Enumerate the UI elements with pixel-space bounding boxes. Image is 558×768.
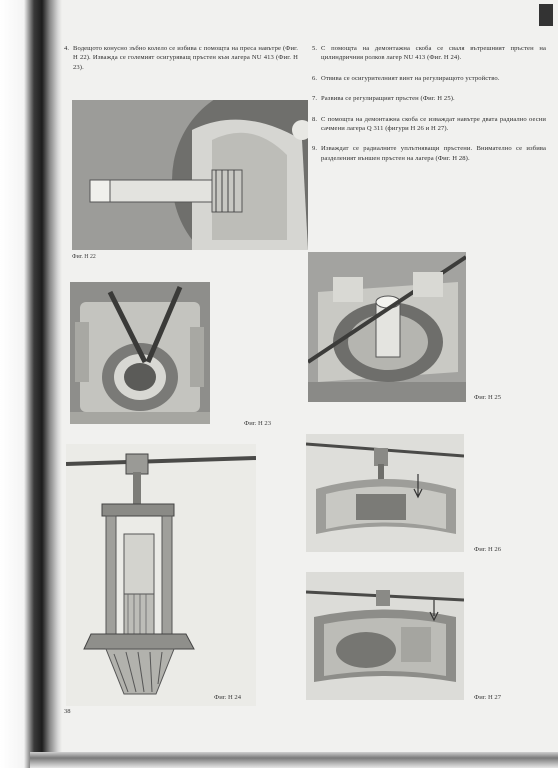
intro-text: Водещото конусно зъбно колело се избива с помощта на преса навътре (Фиг. H 22). Изважда се големият осигуряващ пръстен към лагера NU 413 (Фиг. H 23). (73, 45, 298, 71)
step-item (312, 144, 546, 163)
figure-h26-photo (306, 434, 464, 552)
step-text: С помощта на демонтажна скоба се изваждат навътре двата радиално оесни сачмени лагера Q 311 (фигури H 26 и H 27). (321, 115, 546, 133)
step-number: 6. (312, 74, 318, 82)
caption-h25: Фиг. H 25 (474, 394, 501, 401)
caption-h22: Фиг. H 22 (72, 254, 96, 260)
figure-h22-photo (72, 100, 308, 250)
step-text: С помощта на демонтажна скоба се сваля вътрешният пръстен на цилиндричния ролков лагер NU 413 (Фиг. H 24). (321, 45, 546, 62)
figure-h27-photo (306, 572, 464, 700)
intro-number: 4. (64, 45, 70, 52)
step-item (312, 115, 546, 134)
figure-h23-photo (70, 282, 210, 424)
page-number: 38 (64, 708, 71, 715)
caption-h24: Фиг. H 24 (214, 694, 241, 701)
caption-h26: Фиг. H 26 (474, 546, 501, 553)
step-number: 8. (312, 115, 318, 123)
step-text: Изваждат се радиалните уплътняващи пръстени. Внимателно се избива разделеният външен пръстен на лагера (Фиг. H 28). (321, 145, 546, 162)
step-item (312, 44, 546, 63)
step-text: Отвива се осигурителният винт на регулиращото устройство. (321, 74, 500, 82)
scan-corner-mark (539, 4, 553, 26)
step-number: 7. (312, 95, 318, 103)
step-text: Развива се регулиращият пръстен (Фиг. H 25). (321, 95, 455, 103)
scan-bottom-edge (30, 752, 558, 768)
step-number: 9. (312, 145, 318, 153)
caption-h23: Фиг. H 23 (244, 420, 271, 427)
step-number: 5. (312, 45, 318, 52)
figure-h24-photo (66, 444, 256, 706)
step-item (312, 74, 546, 83)
intro-paragraph (64, 44, 298, 83)
steps-list (312, 44, 546, 174)
figure-h25-photo (308, 252, 466, 402)
scan-binding-shadow (0, 0, 62, 768)
caption-h27: Фиг. H 27 (474, 694, 501, 701)
step-item (312, 94, 546, 103)
